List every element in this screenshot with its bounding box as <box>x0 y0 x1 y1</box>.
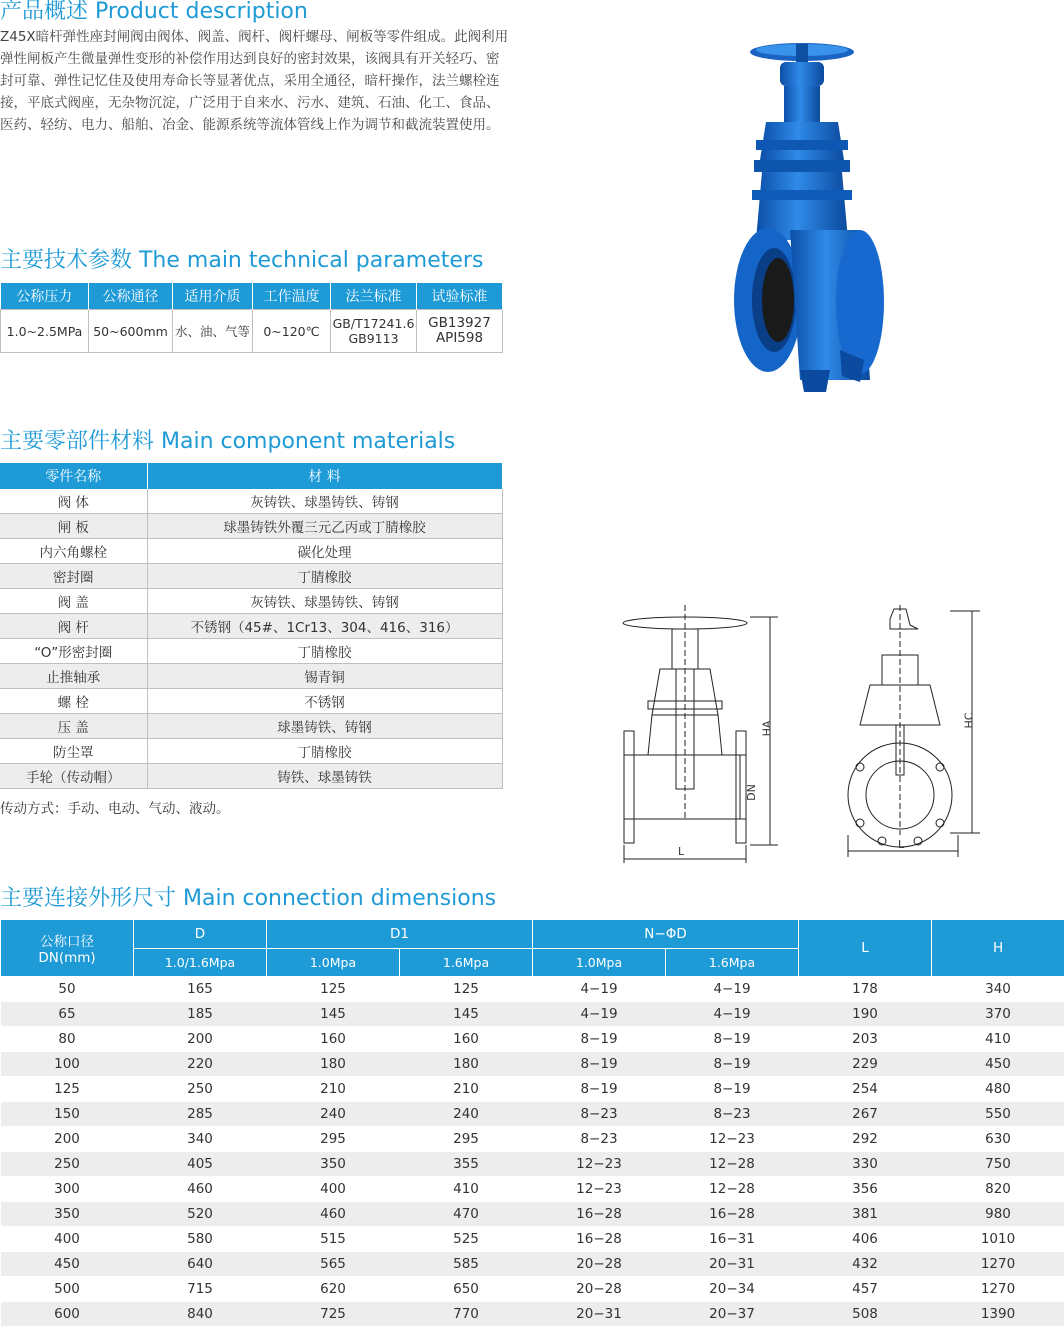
dimensions-cell-d1-10: 145 <box>267 1002 400 1027</box>
dimensions-cell-n-10: 4−19 <box>533 977 666 1002</box>
materials-cell-material: 铸铁、球墨铸铁 <box>147 764 502 789</box>
description-heading: 产品概述 Product description <box>0 0 308 24</box>
dimensions-cell-d: 640 <box>134 1252 267 1277</box>
label-hc: HC <box>962 712 976 729</box>
label-l-side: L <box>898 838 905 851</box>
materials-row <box>0 689 502 714</box>
drive-methods: 传动方式：手动、电动、气动、液动。 <box>0 801 230 817</box>
materials-row <box>0 714 502 739</box>
dimensions-cell-n-16: 8−19 <box>666 1027 799 1052</box>
dimensions-cell-n-10: 20−28 <box>533 1252 666 1277</box>
dimensions-row <box>1 1227 1064 1252</box>
dimensions-cell-dn: 80 <box>1 1027 134 1052</box>
dimensions-cell-h: 820 <box>932 1177 1064 1202</box>
dims-subheader-d1-10: 1.0Mpa <box>267 949 400 977</box>
dimensions-cell-d: 165 <box>134 977 267 1002</box>
materials-cell-part: 螺 栓 <box>0 689 147 714</box>
dimensions-row <box>1 1277 1064 1302</box>
dimensions-cell-d: 840 <box>134 1302 267 1327</box>
dimensions-cell-d1-16: 125 <box>400 977 533 1002</box>
dimensions-cell-dn: 50 <box>1 977 134 1002</box>
tech-header-flange-standard: 法兰标准 <box>331 283 417 310</box>
tech-value-diameter: 50~600mm <box>89 310 173 353</box>
materials-row <box>0 614 502 639</box>
dims-header-nominal-label: 公称口径 <box>40 934 94 950</box>
materials-cell-part: 内六角螺栓 <box>0 539 147 564</box>
dimensions-cell-l: 203 <box>799 1027 932 1052</box>
materials-cell-part: 止推轴承 <box>0 664 147 689</box>
dimensions-cell-h: 550 <box>932 1102 1064 1127</box>
materials-cell-material: 不锈钢 <box>147 689 502 714</box>
tech-header-pressure: 公称压力 <box>1 283 89 310</box>
description-text: Z45X暗杆弹性座封闸阀由阀体、阀盖、阀杆、阀杆螺母、闸板等零件组成。此阀利用弹性闸板产生微量弹性变形的补偿作用达到良好的密封效果，该阀具有开关轻巧、密封可靠、弹性记忆佳及使用寿命长等显著优点，采用全通径，暗杆操作，法兰螺栓连接，平底式阀座，无杂物沉淀，广泛用于自来水、污水、建筑、石油、化工、食品、医药、轻纺、电力、船舶、冶金、能源系统等流体管线上作为调节和截流装置使用。 <box>0 29 509 133</box>
dimensions-cell-n-16: 12−28 <box>666 1152 799 1177</box>
materials-table <box>0 463 503 789</box>
dimensions-cell-l: 254 <box>799 1077 932 1102</box>
dimensions-cell-n-10: 12−23 <box>533 1177 666 1202</box>
tech-header-test-standard: 试验标准 <box>417 283 503 310</box>
dimensions-cell-d1-10: 240 <box>267 1102 400 1127</box>
materials-cell-material: 灰铸铁、球墨铸铁、铸钢 <box>147 589 502 614</box>
dimensions-cell-n-10: 20−31 <box>533 1302 666 1327</box>
dimensions-row <box>1 1102 1064 1127</box>
dimensions-cell-d1-10: 460 <box>267 1202 400 1227</box>
dimensions-cell-d1-10: 125 <box>267 977 400 1002</box>
dimensions-cell-d1-16: 650 <box>400 1277 533 1302</box>
dimensions-cell-h: 480 <box>932 1077 1064 1102</box>
dimensions-cell-l: 457 <box>799 1277 932 1302</box>
dims-header-nphid: N−ΦD <box>533 920 799 949</box>
test-standard-line2: API598 <box>435 330 484 346</box>
dims-header-nominal-unit: DN(mm) <box>38 950 96 966</box>
dimensions-row <box>1 1127 1064 1152</box>
dimensions-cell-n-10: 20−28 <box>533 1277 666 1302</box>
dimensions-cell-l: 190 <box>799 1002 932 1027</box>
dimensions-cell-h: 750 <box>932 1152 1064 1177</box>
materials-cell-part: 密封圈 <box>0 564 147 589</box>
dimensions-cell-dn: 450 <box>1 1252 134 1277</box>
label-l-front: L <box>678 845 685 858</box>
tech-header-temperature: 工作温度 <box>253 283 331 310</box>
materials-row <box>0 639 502 664</box>
dimensions-cell-n-16: 20−34 <box>666 1277 799 1302</box>
dimensions-cell-d: 520 <box>134 1202 267 1227</box>
dimensions-cell-n-10: 8−19 <box>533 1027 666 1052</box>
materials-cell-material: 锡青铜 <box>147 664 502 689</box>
tech-header-medium: 适用介质 <box>173 283 253 310</box>
materials-header-material: 材 料 <box>147 463 502 489</box>
dimensions-cell-h: 980 <box>932 1202 1064 1227</box>
dimensions-row <box>1 1077 1064 1102</box>
materials-row <box>0 539 502 564</box>
dimensions-cell-d: 285 <box>134 1102 267 1127</box>
dimensions-cell-n-10: 16−28 <box>533 1227 666 1252</box>
dimensions-cell-d1-10: 160 <box>267 1027 400 1052</box>
materials-row <box>0 489 502 514</box>
front-view-drawing <box>610 605 810 865</box>
dimensions-cell-dn: 300 <box>1 1177 134 1202</box>
dimensions-cell-d1-10: 725 <box>267 1302 400 1327</box>
dimensions-cell-d1-10: 210 <box>267 1077 400 1102</box>
dimensions-cell-l: 330 <box>799 1152 932 1177</box>
materials-row <box>0 514 502 539</box>
dimensions-cell-d1-10: 400 <box>267 1177 400 1202</box>
dimensions-cell-d1-16: 240 <box>400 1102 533 1127</box>
dimensions-heading: 主要连接外形尺寸 Main connection dimensions <box>0 886 497 911</box>
tech-value-test-standard <box>417 310 503 353</box>
dimensions-cell-d1-16: 145 <box>400 1002 533 1027</box>
dimensions-cell-d: 580 <box>134 1227 267 1252</box>
dimensions-row <box>1 1302 1064 1327</box>
materials-cell-material: 灰铸铁、球墨铸铁、铸钢 <box>147 489 502 514</box>
dimensions-cell-d1-10: 350 <box>267 1152 400 1177</box>
dimensions-cell-h: 340 <box>932 977 1064 1002</box>
dimensions-cell-h: 410 <box>932 1027 1064 1052</box>
dimensions-cell-dn: 125 <box>1 1077 134 1102</box>
materials-cell-material: 球墨铸铁、铸钢 <box>147 714 502 739</box>
dimensions-cell-d1-10: 295 <box>267 1127 400 1152</box>
materials-cell-part: 防尘罩 <box>0 739 147 764</box>
dimensions-row <box>1 1027 1064 1052</box>
materials-heading: 主要零部件材料 Main component materials <box>0 429 456 454</box>
dimensions-cell-n-16: 4−19 <box>666 1002 799 1027</box>
dimensions-cell-d1-10: 620 <box>267 1277 400 1302</box>
dimensions-cell-l: 432 <box>799 1252 932 1277</box>
dims-header-d1: D1 <box>267 920 533 949</box>
dimensions-cell-dn: 200 <box>1 1127 134 1152</box>
dims-subheader-d: 1.0/1.6Mpa <box>134 949 267 977</box>
test-standard-line1: GB13927 <box>428 315 491 331</box>
dimensions-cell-d1-16: 585 <box>400 1252 533 1277</box>
materials-cell-part: 闸 板 <box>0 514 147 539</box>
dimensions-cell-n-10: 4−19 <box>533 1002 666 1027</box>
dims-header-d: D <box>134 920 267 949</box>
dimensions-cell-h: 1390 <box>932 1302 1064 1327</box>
dimensions-cell-n-10: 8−19 <box>533 1052 666 1077</box>
materials-row <box>0 664 502 689</box>
dimensions-cell-n-10: 8−23 <box>533 1102 666 1127</box>
dimensions-cell-n-16: 12−23 <box>666 1127 799 1152</box>
dimensions-cell-l: 508 <box>799 1302 932 1327</box>
dimensions-row <box>1 1002 1064 1027</box>
dimensions-cell-d: 220 <box>134 1052 267 1077</box>
dimensions-cell-d: 340 <box>134 1127 267 1152</box>
dimensions-cell-dn: 150 <box>1 1102 134 1127</box>
dimensions-cell-d: 250 <box>134 1077 267 1102</box>
flange-standard-line2: GB9113 <box>348 331 399 346</box>
dimensions-cell-dn: 100 <box>1 1052 134 1077</box>
materials-cell-material: 丁腈橡胶 <box>147 564 502 589</box>
dimensions-cell-d1-16: 770 <box>400 1302 533 1327</box>
dimensions-cell-h: 1270 <box>932 1252 1064 1277</box>
materials-cell-part: 手轮（传动帽） <box>0 764 147 789</box>
tech-header-diameter: 公称通径 <box>89 283 173 310</box>
tech-value-temperature: 0~120℃ <box>253 310 331 353</box>
dimensions-cell-dn: 250 <box>1 1152 134 1177</box>
tech-value-pressure: 1.0~2.5MPa <box>1 310 89 353</box>
dimensions-cell-d1-10: 515 <box>267 1227 400 1252</box>
dimensions-cell-d1-16: 470 <box>400 1202 533 1227</box>
dimensions-cell-d1-10: 565 <box>267 1252 400 1277</box>
dimensions-cell-h: 450 <box>932 1052 1064 1077</box>
tech-heading: 主要技术参数 The main technical parameters <box>0 248 484 273</box>
materials-cell-material: 丁腈橡胶 <box>147 739 502 764</box>
dims-header-h: H <box>932 920 1064 977</box>
dimensions-cell-d1-10: 180 <box>267 1052 400 1077</box>
dimensions-cell-n-10: 8−19 <box>533 1077 666 1102</box>
dimensions-row <box>1 1177 1064 1202</box>
materials-cell-part: “O”形密封圈 <box>0 639 147 664</box>
dimensions-row <box>1 1252 1064 1277</box>
dimensions-cell-n-16: 8−19 <box>666 1052 799 1077</box>
materials-cell-material: 丁腈橡胶 <box>147 639 502 664</box>
dimensions-cell-h: 630 <box>932 1127 1064 1152</box>
dimensions-cell-d: 200 <box>134 1027 267 1052</box>
dimensions-table <box>0 919 1064 1327</box>
dimensions-cell-d: 185 <box>134 1002 267 1027</box>
dimensions-cell-n-16: 16−28 <box>666 1202 799 1227</box>
dimensions-cell-n-16: 8−23 <box>666 1102 799 1127</box>
label-ha: HA <box>760 720 774 737</box>
dimensions-cell-d: 460 <box>134 1177 267 1202</box>
dims-subheader-n-10: 1.0Mpa <box>533 949 666 977</box>
materials-row <box>0 739 502 764</box>
dimensions-cell-d1-16: 210 <box>400 1077 533 1102</box>
dimensions-cell-dn: 350 <box>1 1202 134 1227</box>
materials-cell-part: 阀 杆 <box>0 614 147 639</box>
dimensions-cell-dn: 600 <box>1 1302 134 1327</box>
dimensions-cell-n-10: 12−23 <box>533 1152 666 1177</box>
dimensions-cell-n-16: 16−31 <box>666 1227 799 1252</box>
dimensions-cell-n-16: 20−37 <box>666 1302 799 1327</box>
dimensions-row <box>1 1152 1064 1177</box>
dimensions-cell-d1-16: 355 <box>400 1152 533 1177</box>
materials-cell-material: 球墨铸铁外覆三元乙丙或丁腈橡胶 <box>147 514 502 539</box>
materials-cell-material: 碳化处理 <box>147 539 502 564</box>
dimensions-cell-d: 715 <box>134 1277 267 1302</box>
dims-header-l: L <box>799 920 932 977</box>
dimensions-cell-h: 1270 <box>932 1277 1064 1302</box>
dimensions-cell-d1-16: 525 <box>400 1227 533 1252</box>
dimensions-cell-dn: 65 <box>1 1002 134 1027</box>
dimensions-cell-l: 178 <box>799 977 932 1002</box>
dimensions-cell-l: 356 <box>799 1177 932 1202</box>
materials-cell-part: 阀 盖 <box>0 589 147 614</box>
dimensions-cell-h: 370 <box>932 1002 1064 1027</box>
tech-value-medium: 水、油、气等 <box>173 310 253 353</box>
dimensions-cell-h: 1010 <box>932 1227 1064 1252</box>
materials-header-part: 零件名称 <box>0 463 147 489</box>
dimensions-cell-d1-16: 295 <box>400 1127 533 1152</box>
materials-row <box>0 589 502 614</box>
dimensions-cell-d1-16: 410 <box>400 1177 533 1202</box>
dimensions-row <box>1 1052 1064 1077</box>
dimensions-row <box>1 977 1064 1002</box>
dimensions-cell-l: 406 <box>799 1227 932 1252</box>
dimensions-cell-l: 381 <box>799 1202 932 1227</box>
materials-cell-part: 阀 体 <box>0 489 147 514</box>
materials-row <box>0 564 502 589</box>
dimensions-cell-n-10: 8−23 <box>533 1127 666 1152</box>
dims-subheader-d1-16: 1.6Mpa <box>400 949 533 977</box>
dimensions-cell-n-16: 8−19 <box>666 1077 799 1102</box>
dimensions-cell-d: 405 <box>134 1152 267 1177</box>
dims-subheader-n-16: 1.6Mpa <box>666 949 799 977</box>
dimensions-row <box>1 1202 1064 1227</box>
dimensions-cell-n-10: 16−28 <box>533 1202 666 1227</box>
dimensions-cell-l: 229 <box>799 1052 932 1077</box>
dimensions-cell-n-16: 4−19 <box>666 977 799 1002</box>
materials-row <box>0 764 502 789</box>
dimensions-cell-dn: 400 <box>1 1227 134 1252</box>
dimensions-cell-n-16: 12−28 <box>666 1177 799 1202</box>
label-dn: DN <box>744 784 758 801</box>
dims-header-nominal <box>1 920 134 977</box>
materials-cell-part: 压 盖 <box>0 714 147 739</box>
dimensions-cell-n-16: 20−31 <box>666 1252 799 1277</box>
dimensions-cell-dn: 500 <box>1 1277 134 1302</box>
side-view-drawing <box>830 605 1000 865</box>
tech-value-flange-standard <box>331 310 417 353</box>
tech-params-table <box>0 283 503 353</box>
materials-cell-material: 不锈钢（45#、1Cr13、304、416、316） <box>147 614 502 639</box>
flange-standard-line1: GB/T17241.6 <box>332 316 415 331</box>
valve-photo <box>730 40 890 400</box>
dimensions-cell-l: 267 <box>799 1102 932 1127</box>
dimensions-cell-l: 292 <box>799 1127 932 1152</box>
dimensions-cell-d1-16: 180 <box>400 1052 533 1077</box>
dimensions-cell-d1-16: 160 <box>400 1027 533 1052</box>
